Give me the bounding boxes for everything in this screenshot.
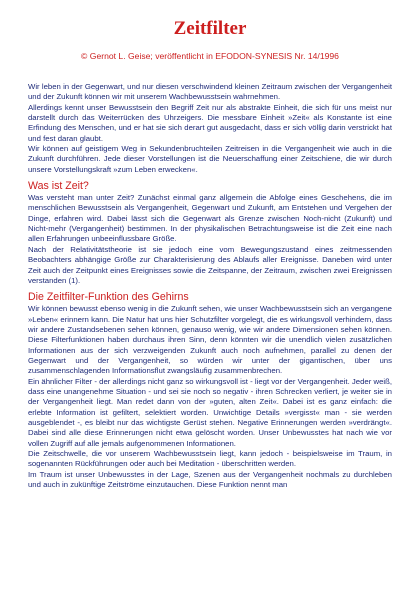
byline: © Gernot L. Geise; veröffentlicht in EFODON-SYNESIS Nr. 14/1996: [81, 51, 339, 61]
article-body: [28, 82, 392, 490]
section2-paragraph-1: Wir können bewusst ebenso wenig in die Zukunft sehen, wie unser Wachbewusstsein sich an vergangene »Leben« erinnern kann. Die Natur hat uns hier Schutzfilter vorgelegt, die es wirkungsvoll verhindern, dass wir andere Zustandsebenen sehen können, genauso wenig, wie wir andere Dimensionen sehen können. Diese Filterfunktionen haben durchaus ihren Sinn, denn könnten wir die unendlich vielen zusätzlichen Informationen aus der sich verzweigenden Zukunft auch noch aufnehmen, parallel zu denen der Gegenwart und der Vergangenheit, so würden wir unter der gigantischen, über uns zusammenschlagenden Informationsflut zwangsläufig zusammenbrechen.: [28, 304, 392, 376]
intro-paragraph-1: Wir leben in der Gegenwart, und nur diesen verschwindend kleinen Zeitraum zwischen der Vergangenheit und der Zukunft können wir mit unserem Wachbewusstsein wahrnehmen.: [28, 82, 392, 102]
section1-paragraph-1: Was versteht man unter Zeit? Zunächst einmal ganz allgemein die Abfolge eines Geschehens, die im menschlichen Bewusstsein als Vergangenheit, Gegenwart und Zukunft, am Entstehen und Vergehen der Dinge, erfahren wird. Dabei lässt sich die Gegenwart als Grenze zwischen Noch-nicht (Zukunft) und Nicht-mehr (Vergangenheit) bestimmen. In der physikalischen Betrachtungsweise ist die Zeit eine nach allen Erfahrungen unbeeinflussbare Größe.: [28, 193, 392, 244]
intro-paragraph-2: Allerdings kennt unser Bewusstsein den Begriff Zeit nur als abstrakte Einheit, die sich für uns meist nur darstellt durch das Weiterrücken des Uhrzeigers. Die messbare Einheit »Zeit« als Konstante ist eine Erfindung des Menschen, und er hat sie sich derart gut ausgedacht, dass er sich völlig darin verstrickt hat und fest daran glaubt.: [28, 102, 392, 143]
section1-paragraph-2: Nach der Relativitätstheorie ist sie jedoch eine vom Bewegungszustand eines zeitmessenden Beobachters abhängige Größe zur Charakterisierung des Ablaufs aller Ereignisse. Daneben wird unter Zeit auch der Zeitpunkt eines Ereignisses sowie die Zeitspanne, der Zeitraum, zwischen zwei Ereignissen verstanden (1).: [28, 244, 392, 285]
page-title: Zeitfilter: [173, 18, 247, 39]
intro-paragraph-3: Wir können auf geistigem Weg in Sekundenbruchteilen Zeitreisen in die Vergangenheit wie auch in die Zukunft durchführen. Jede dieser Vorstellungen ist die Neuerschaffung einer Zeitschiene, die wir durch unsere Vorstellungskraft »zum Leben erwecken«.: [28, 144, 392, 174]
section-heading-zeitfilter-funktion: Die Zeitfilter-Funktion des Gehirns: [28, 291, 189, 304]
section2-paragraph-4: Im Traum ist unser Unbewusstes in der Lage, Szenen aus der Vergangenheit nochmals zu durchleben und auch in zukünftige Zeitströme einzutauchen. Diese Funktion nennt man: [28, 469, 392, 490]
section-heading-was-ist-zeit: Was ist Zeit?: [28, 180, 89, 193]
section2-paragraph-3: Die Zeitschwelle, die vor unserem Wachbewusstsein liegt, kann jedoch - beispielsweise im Traum, in sogenannten Rückführungen oder auch bei Meditation - überschritten werden.: [28, 449, 392, 469]
section2-paragraph-2: Ein ähnlicher Filter - der allerdings nicht ganz so wirkungsvoll ist - liegt vor der Vergangenheit. Jeder weiß, dass eine unangenehme Situation - und sei sie noch so negativ - ihren Schrecken verliert, je weiter sie in der Vergangenheit liegt. Man redet dann von der »guten, alten Zeit«. Dabei ist es ganz einfach: die erlebte Information ist gefiltert, selektiert worden. Unwichtige Details »vergisst« man - sie werden ausgeblendet -, es bleibt nur das wichtigste Gerüst stehen. Negative Erinnerungen werden »verdrängt«. Dabei sind alle diese Erinnerungen nicht etwa gelöscht worden. Unser Unbewusstes hat nach wie vor vollen Zugriff auf alle jemals aufgenommenen Informationen.: [28, 376, 392, 448]
